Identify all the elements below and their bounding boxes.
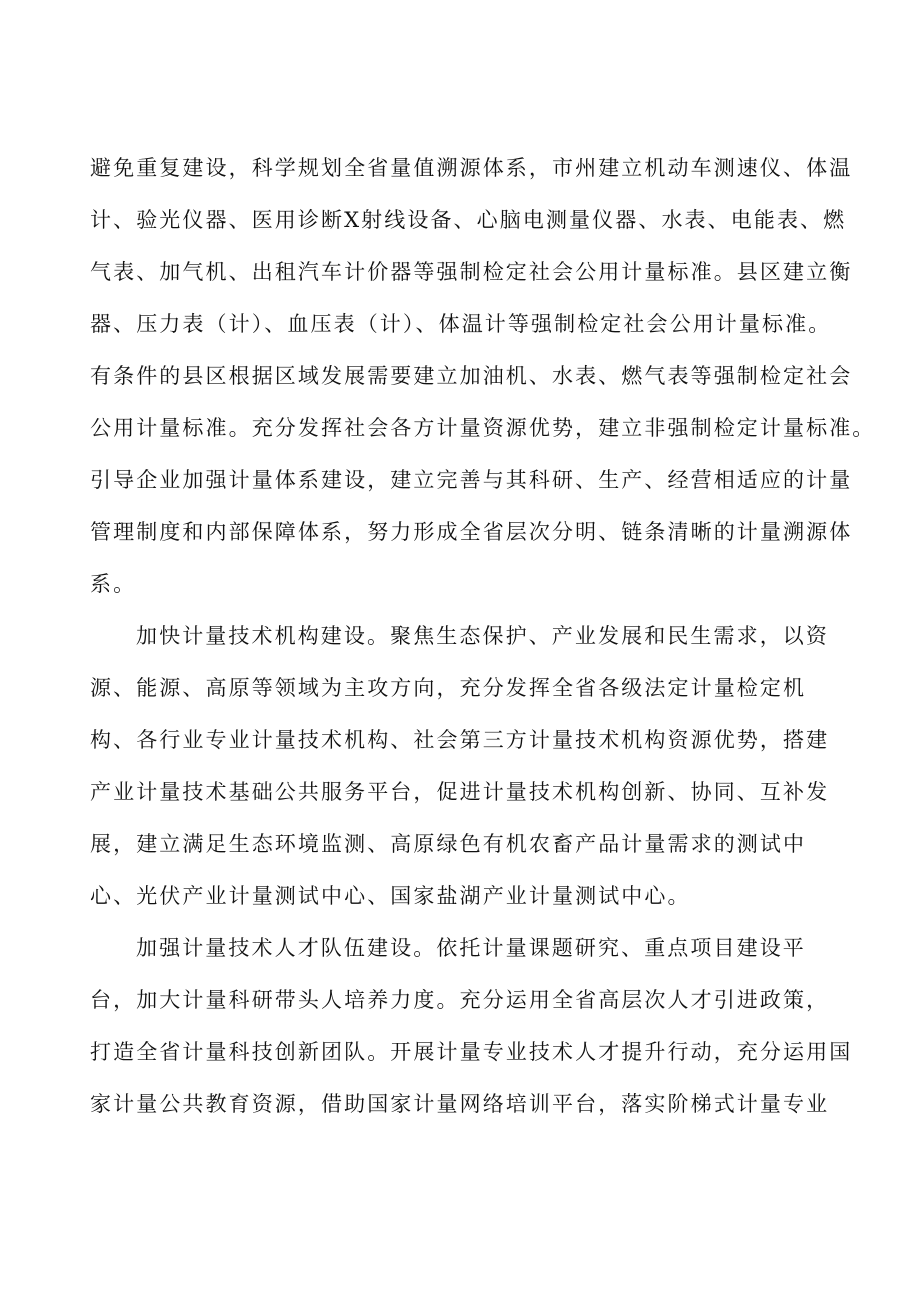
text-line: 产业计量技术基础公共服务平台，促进计量技术机构创新、协同、互补发 [90, 780, 830, 804]
text-line: 源、能源、高原等领域为主攻方向，充分发挥全省各级法定计量检定机 [90, 676, 807, 700]
text-line: 展，建立满足生态环境监测、高原绿色有机农畜产品计量需求的测试中 [90, 832, 807, 856]
text-line: 避免重复建设，科学规划全省量值溯源体系，市州建立机动车测速仪、体温 [90, 156, 853, 180]
text-line: 加快计量技术机构建设。聚焦生态保护、产业发展和民生需求，以资 [136, 624, 829, 648]
text-line: 引导企业加强计量体系建设，建立完善与其科研、生产、经营相适应的计量 [90, 468, 853, 492]
paragraph-technical-institutions [90, 610, 852, 922]
text-line: 打造全省计量科技创新团队。开展计量专业技术人才提升行动，充分运用国 [90, 1040, 853, 1064]
text-line: 有条件的县区根据区域发展需要建立加油机、水表、燃气表等强制检定社会 [90, 364, 853, 388]
text-line: 公用计量标准。充分发挥社会各方计量资源优势，建立非强制检定计量标准。 [90, 416, 876, 440]
text-line: 气表、加气机、出租汽车计价器等强制检定社会公用计量标准。县区建立衡 [90, 260, 853, 284]
text-line: 管理制度和内部保障体系，努力形成全省层次分明、链条清晰的计量溯源体 [90, 520, 853, 544]
text-line: 系。 [90, 572, 137, 596]
text-line: 家计量公共教育资源，借助国家计量网络培训平台，落实阶梯式计量专业 [90, 1092, 830, 1116]
text-line: 台，加大计量科研带头人培养力度。充分运用全省高层次人才引进政策， [90, 988, 830, 1012]
text-line: 心、光伏产业计量测试中心、国家盐湖产业计量测试中心。 [90, 884, 691, 908]
text-line: 构、各行业专业计量技术机构、社会第三方计量技术机构资源优势，搭建 [90, 728, 830, 752]
text-line: 计、验光仪器、医用诊断X射线设备、心脑电测量仪器、水表、电能表、燃 [90, 208, 847, 232]
paragraph-talent-team [90, 922, 852, 1130]
text-line: 器、压力表（计）、血压表（计）、体温计等强制检定社会公用计量标准。 [90, 312, 832, 336]
paragraph-measurement-traceability [90, 142, 876, 610]
document-body [90, 142, 876, 1130]
text-line: 加强计量技术人才队伍建设。依托计量课题研究、重点项目建设平 [136, 936, 806, 960]
